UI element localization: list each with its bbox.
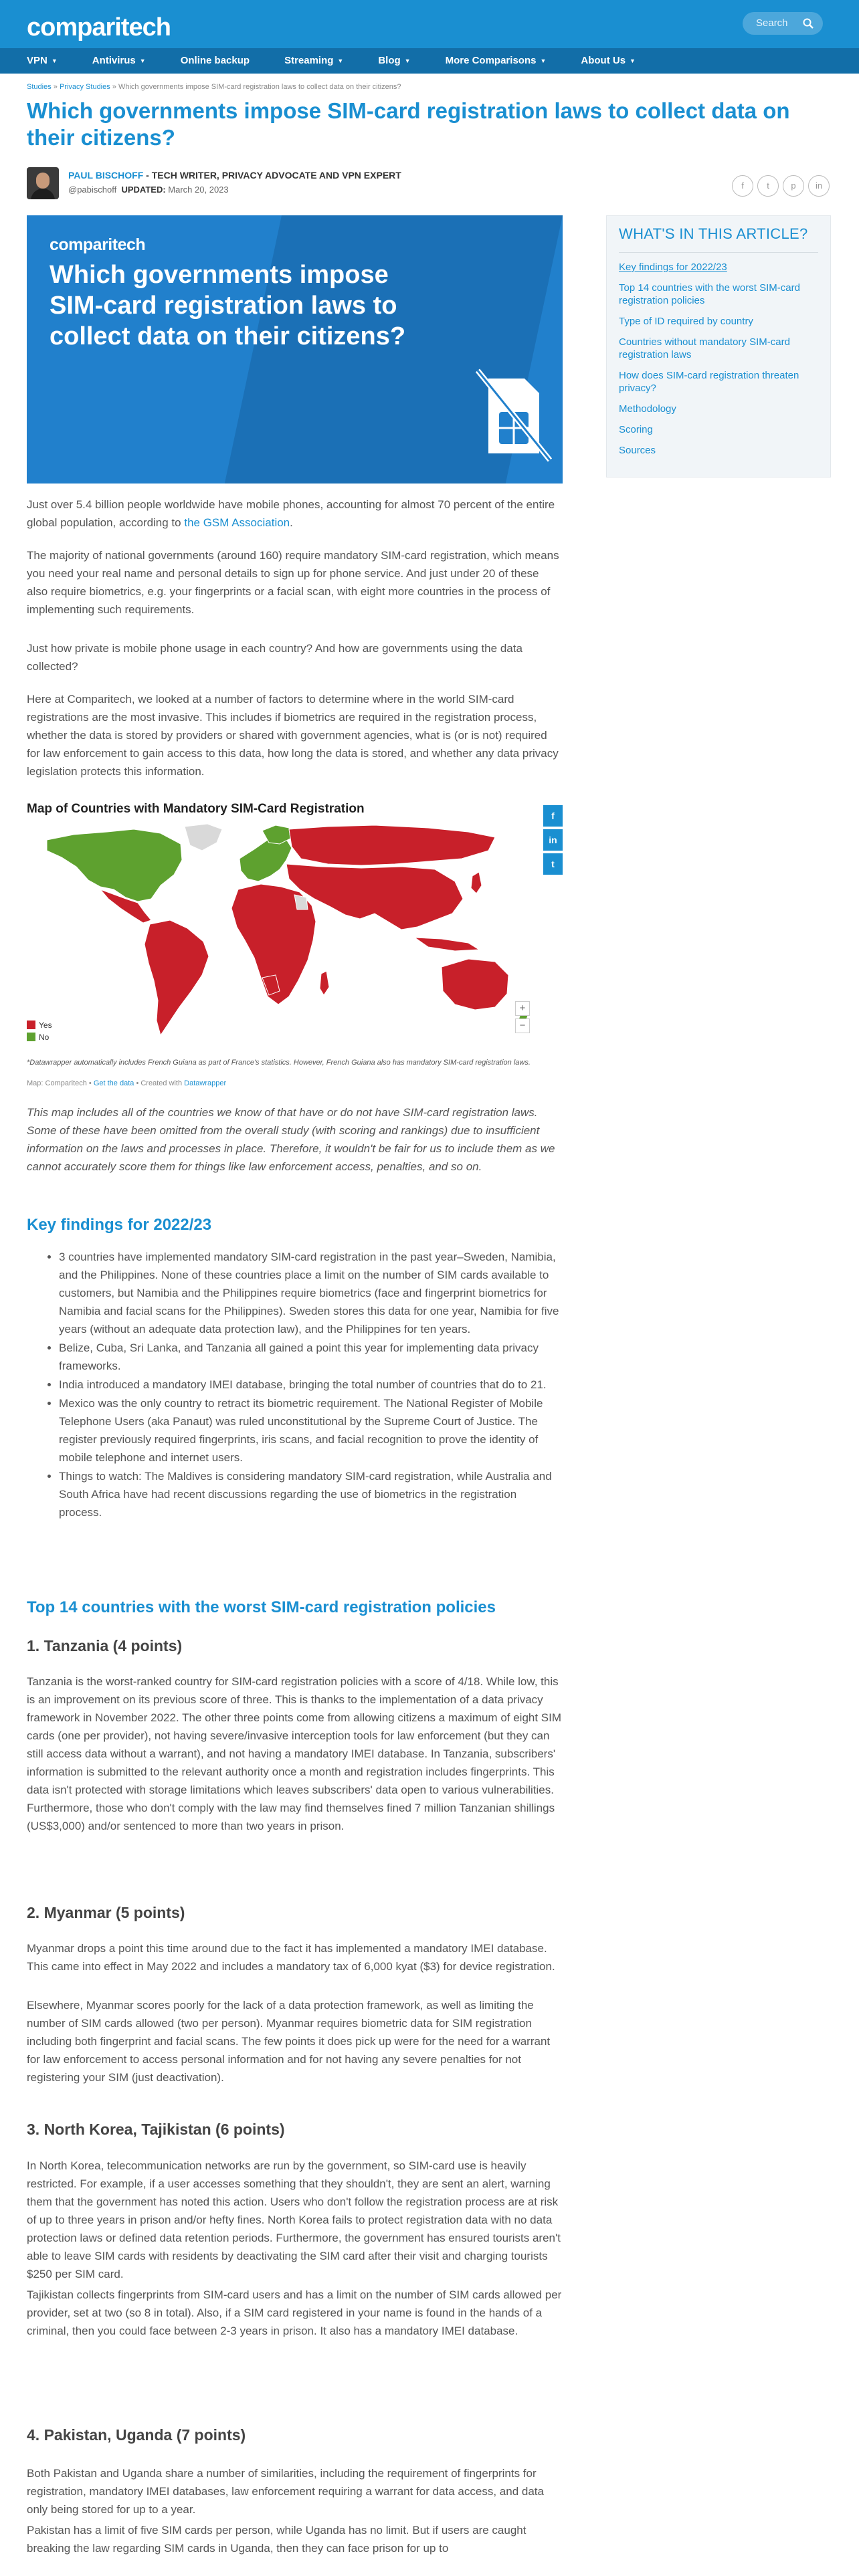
section-paragraph: Tajikistan collects fingerprints from SIM-card users and has a limit on the number of SIM cards allowed per provider, set at two (so 8 in total). Also, if a SIM card registered in your name is found in the hands of a criminal, then you could face between 2-3 years in prison. It also has a mandatory IMEI database.	[27, 2288, 562, 2337]
search-placeholder: Search	[756, 17, 788, 29]
map-note: *Datawrapper automatically includes French Guiana as part of France's statistics. However, French Guiana also has mandatory SIM-card registration laws.	[27, 1059, 531, 1067]
section-heading-north-korea: 3. North Korea, Tajikistan (6 points)	[27, 2121, 285, 2138]
section-paragraph: Myanmar drops a point this time around due to the fact it has implemented a mandatory IMEI database. This came into effect in May 2022 and includes a mandatory tax of 6,000 kyat ($3) for device registration.	[27, 1942, 555, 1973]
map-region-greenland	[185, 824, 222, 851]
map-region-australia	[442, 959, 508, 1010]
chevron-down-icon: ▼	[337, 58, 344, 65]
updated-date: March 20, 2023	[168, 185, 229, 195]
nav-item-online-backup[interactable]: Online backup	[180, 55, 250, 66]
search-input[interactable]	[743, 12, 823, 35]
intro-paragraph: The majority of national governments (around 160) require mandatory SIM-card registration, which means you need your real name and personal details to sign up for phone service. And just under 20 of these also require biometrics, e.g. your fingerprints or a facial scan, with eight more countries in the process of implementing such requirements.	[27, 549, 559, 616]
datawrapper-link[interactable]: Datawrapper	[184, 1079, 227, 1087]
key-findings-heading: Key findings for 2022/23	[27, 1216, 212, 1234]
chevron-down-icon: ▼	[404, 58, 411, 65]
author-line: PAUL BISCHOFF - TECH WRITER, PRIVACY ADVOCATE AND VPN EXPERT	[68, 170, 401, 181]
breadcrumb: Studies » Privacy Studies » Which governments impose SIM-card registration laws to collect data on their citizens?	[27, 83, 401, 91]
site-header	[0, 0, 859, 48]
map-credit: Map: Comparitech • Get the data • Created with Datawrapper	[27, 1079, 227, 1087]
nav-item-about-us[interactable]: About Us ▼	[581, 55, 636, 66]
author-block	[27, 166, 830, 203]
chevron-down-icon: ▼	[139, 58, 146, 65]
list-item: • 3 countries have implemented mandatory SIM-card registration in the past year–Sweden, Namibia, and the Philippines. None of these countries place a limit on the number of SIM cards available to customers, but Namibia and the Philippines require biometrics (face and fingerprint biometrics for Namibia and facial scans for the Philippines). Sweden stores this data for one year, Namibia for five years (without an adequate data protection law), and the Philippines for ten years.	[59, 1248, 563, 1338]
toc-link[interactable]: Sources	[619, 445, 656, 456]
map-region-north-america	[47, 829, 182, 901]
author-role: TECH WRITER, PRIVACY ADVOCATE AND VPN EXPERT	[151, 170, 401, 181]
updated-label: UPDATED:	[121, 185, 166, 195]
facebook-icon[interactable]: f	[543, 805, 563, 827]
section-heading-tanzania: 1. Tanzania (4 points)	[27, 1637, 183, 1654]
map-region-russia	[289, 825, 495, 865]
list-item: • India introduced a mandatory IMEI database, bringing the total number of countries that do to 21.	[59, 1376, 563, 1394]
main-nav	[0, 48, 859, 74]
chevron-down-icon: ▼	[51, 58, 58, 65]
twitter-icon[interactable]: t	[543, 853, 563, 875]
toc-link[interactable]: How does SIM-card registration threaten privacy?	[619, 370, 799, 394]
site-logo[interactable]: comparitech	[27, 13, 171, 41]
pinterest-icon[interactable]: p	[783, 175, 804, 197]
side-share-buttons	[543, 805, 563, 877]
section-paragraph: Pakistan has a limit of five SIM cards per person, while Uganda has no limit. But if users are caught breaking the law regarding SIM cards in Uganda, then they can face prison for up to	[27, 2524, 527, 2555]
map-legend	[27, 1019, 52, 1043]
toc-link[interactable]: Methodology	[619, 403, 676, 415]
map-region-south-america	[145, 920, 209, 1035]
zoom-out-button[interactable]: −	[515, 1018, 530, 1033]
world-map[interactable]	[27, 820, 542, 1047]
linkedin-icon[interactable]: in	[808, 175, 830, 197]
breadcrumb-current: Which governments impose SIM-card registration laws to collect data on their citizens?	[118, 83, 401, 91]
nav-item-more-comparisons[interactable]: More Comparisons ▼	[445, 55, 547, 66]
hero-title: Which governments impose SIM-card registration laws to collect data on their citizens?	[50, 261, 406, 350]
legend-swatch-no	[27, 1033, 35, 1041]
breadcrumb-link[interactable]: Privacy Studies	[59, 83, 110, 91]
list-item: • Belize, Cuba, Sri Lanka, and Tanzania all gained a point this year for implementing data privacy frameworks.	[59, 1339, 563, 1375]
toc-link[interactable]: Top 14 countries with the worst SIM-card registration policies	[619, 282, 800, 306]
zoom-in-button[interactable]: +	[515, 1001, 530, 1016]
author-handle[interactable]: @pabischoff	[68, 185, 117, 195]
chevron-down-icon: ▼	[540, 58, 547, 65]
top14-heading: Top 14 countries with the worst SIM-card registration policies	[27, 1598, 496, 1616]
key-findings-list	[27, 1248, 563, 1522]
nav-item-vpn[interactable]: VPN ▼	[27, 55, 58, 66]
get-the-data-link[interactable]: Get the data	[93, 1079, 134, 1087]
legend-item: No	[27, 1031, 52, 1043]
section-heading-myanmar: 2. Myanmar (5 points)	[27, 1904, 185, 1921]
map-region-europe	[240, 837, 292, 881]
linkedin-icon[interactable]: in	[543, 829, 563, 851]
toc-list	[619, 261, 818, 457]
toc-sidebar	[606, 215, 831, 477]
toc-link[interactable]: Key findings for 2022/23	[619, 261, 727, 273]
author-meta	[68, 185, 229, 195]
hero-image	[27, 215, 563, 484]
toc-link[interactable]: Type of ID required by country	[619, 316, 753, 327]
legend-item: Yes	[27, 1019, 52, 1031]
toc-title: WHAT'S IN THIS ARTICLE?	[619, 225, 808, 242]
hero-logo: comparitech	[50, 235, 146, 254]
gsm-association-link[interactable]: the GSM Association	[184, 516, 290, 529]
section-paragraph: In North Korea, telecommunication networks are run by the government, so SIM-card use is heavily restricted. For example, if a user accesses something that they shouldn't, they are sent an alert, warning them that the government has noted this action. Users who don't follow the registration process are at risk of up to three years in prison and/or hefty fines. North Korea fails to protect registration data with no data protection laws or defined data retention periods. Furthermore, the government has ensured tourists aren't able to leave SIM cards with residents by deactivating the SIM card after their visit and charging tourists $250 per SIM card.	[27, 2159, 561, 2280]
list-item: • Mexico was the only country to retract its biometric requirement. The National Register of Mobile Telephone Users (aka Panaut) was ruled unconstitutional by the Supreme Court of Justice. The register previously required fingerprints, iris scans, and facial recognition to prove the identity of mobile telephone and internet users.	[59, 1394, 563, 1467]
page-title: Which governments impose SIM-card registration laws to collect data on their citizens?	[27, 98, 790, 150]
breadcrumb-link[interactable]: Studies	[27, 83, 52, 91]
sim-card-icon	[468, 365, 555, 465]
map-region-japan	[471, 872, 482, 893]
search-icon	[803, 18, 814, 29]
share-buttons	[728, 175, 830, 197]
section-paragraph: Tanzania is the worst-ranked country for SIM-card registration policies with a score of 4/18. While low, this is an improvement on its previous score of three. This is thanks to the implementation of a data privacy framework in November 2022. The other three points come from allowing citizens a maximum of eight SIM cards (one per provider), not having severe/invasive interception tools for law enforcement (but they can still access data without a warrant), and not having a mandatory IMEI database. In Tanzania, subscribers' information is submitted to the relevant authority once a month and registration includes fingerprints. This data isn't protected with storage limitations which leaves subscribers' data open to various vulnerabilities. Furthermore, those who don't comply with the law may find themselves fined 7 million Tanzanian shillings (US$3,000) and/or sentenced to more than two years in prison.	[27, 1675, 562, 1832]
list-item: • Things to watch: The Maldives is considering mandatory SIM-card registration, while Australia and South Africa have had recent discussions regarding the use of biometrics in the registration process.	[59, 1467, 563, 1521]
legend-swatch-yes	[27, 1021, 35, 1029]
section-paragraph: Both Pakistan and Uganda share a number of similarities, including the requirement of fingerprints for registration, mandatory IMEI databases, law enforcement requiring a warrant for data access, and data only being stored for up to a year.	[27, 2467, 544, 2516]
facebook-icon[interactable]: f	[732, 175, 753, 197]
intro-paragraph: Just how private is mobile phone usage in each country? And how are governments using the data collected?	[27, 642, 522, 673]
section-paragraph: Elsewhere, Myanmar scores poorly for the lack of a data protection framework, as well as limiting the number of SIM cards allowed (two per person). Myanmar requires biometric data for SIM registration including both fingerprint and facial scans. The few points it does pick up were for the need for a warrant for law enforcement to access personal information and for not having any severe penalties for not registering your SIM (just deactivation).	[27, 1999, 551, 2084]
intro-paragraph: Just over 5.4 billion people worldwide have mobile phones, accounting for almost 70 percent of the entire global population, according to the GSM Association.	[27, 498, 555, 529]
toc-link[interactable]: Scoring	[619, 424, 653, 435]
nav-item-streaming[interactable]: Streaming ▼	[284, 55, 344, 66]
map-title: Map of Countries with Mandatory SIM-Card Registration	[27, 802, 365, 816]
map-zoom-controls	[515, 1001, 530, 1036]
intro-paragraph: Here at Comparitech, we looked at a number of factors to determine where in the world SIM-card registrations are the most invasive. This includes if biometrics are required in the registration process, whether the data is stored by providers or shared with government agencies, what is (or is not) required for law enforcement to gain access to this data, how long the data is stored, and whether any data privacy legislation protects this information.	[27, 693, 559, 778]
twitter-icon[interactable]: t	[757, 175, 779, 197]
nav-item-antivirus[interactable]: Antivirus ▼	[92, 55, 146, 66]
section-heading-pakistan-uganda: 4. Pakistan, Uganda (7 points)	[27, 2426, 246, 2444]
map-region-indonesia	[415, 938, 479, 951]
nav-item-blog[interactable]: Blog ▼	[378, 55, 411, 66]
avatar[interactable]	[27, 167, 59, 199]
map-region-madagascar	[320, 971, 329, 995]
map-caption: This map includes all of the countries we know of that have or do not have SIM-card registration laws. Some of these have been omitted from the overall study (with scoring and rankings) due to insufficient information on the laws and processes in place. Therefore, it wouldn't be fair for us to include them as we cannot accurately score them for things like law enforcement access, penalties, and so on.	[27, 1106, 555, 1173]
toc-link[interactable]: Countries without mandatory SIM-card registration laws	[619, 336, 790, 360]
author-name[interactable]: PAUL BISCHOFF	[68, 170, 144, 181]
chevron-down-icon: ▼	[630, 58, 636, 65]
map-region-no-data	[294, 895, 308, 909]
